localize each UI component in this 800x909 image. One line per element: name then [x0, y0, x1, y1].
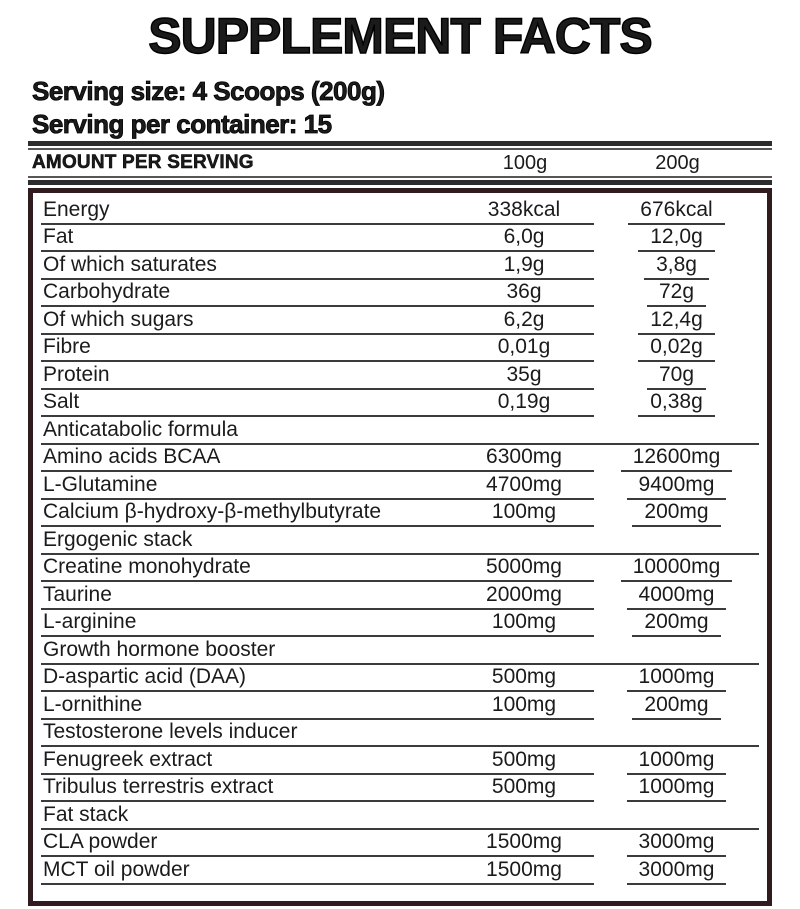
nutrient-row — [41, 445, 759, 473]
thick-divider-top — [28, 141, 772, 150]
value-100g: 5000mg — [486, 555, 562, 578]
value-200g: 200mg — [632, 692, 720, 720]
value-100g: 1500mg — [486, 857, 562, 881]
nutrient-name: Protein — [43, 362, 110, 386]
value-200g-cell — [594, 280, 759, 308]
value-200g: 200mg — [632, 610, 720, 638]
nutrient-left-cell — [41, 362, 594, 390]
value-200g-cell — [594, 225, 759, 253]
value-200g-cell — [594, 747, 759, 775]
value-200g-cell — [594, 335, 759, 363]
nutrient-row — [41, 335, 759, 363]
nutrient-row — [41, 500, 759, 528]
value-200g: 12,0g — [638, 225, 715, 253]
nutrient-name: Salt — [43, 390, 80, 413]
value-200g: 70g — [647, 362, 706, 390]
value-200g: 3000mg — [627, 830, 727, 858]
section-row — [41, 637, 759, 665]
value-200g: 10000mg — [621, 555, 733, 583]
section-row — [41, 720, 759, 748]
section-row — [41, 802, 759, 830]
nutrient-name: Carbohydrate — [43, 280, 171, 303]
nutrient-row — [41, 197, 759, 225]
nutrient-name: Taurine — [43, 582, 112, 606]
value-100g: 2000mg — [486, 582, 562, 606]
nutrient-row — [41, 665, 759, 693]
value-200g: 3,8g — [644, 252, 709, 280]
nutrient-row — [41, 610, 759, 638]
value-200g-cell — [594, 692, 759, 720]
nutrient-row — [41, 555, 759, 583]
value-100g: 6300mg — [486, 445, 562, 468]
value-200g-cell — [594, 857, 759, 885]
nutrient-left-cell — [41, 307, 594, 335]
value-200g-cell — [594, 830, 759, 858]
nutrient-row — [41, 252, 759, 280]
nutrient-left-cell — [41, 830, 594, 858]
value-200g-cell — [594, 252, 759, 280]
serving-size-line: Serving size: 4 Scoops (200g) — [32, 76, 385, 106]
nutrient-row — [41, 830, 759, 858]
nutrient-left-cell — [41, 692, 594, 720]
value-100g: 500mg — [491, 747, 557, 771]
value-200g-cell — [594, 500, 759, 528]
nutrient-name: Fibre — [43, 335, 91, 358]
servings-per-container-line: Serving per container: 15 — [32, 109, 332, 139]
nutrient-row — [41, 747, 759, 775]
value-200g: 72g — [647, 280, 706, 308]
value-100g: 1,9g — [503, 252, 545, 276]
nutrient-name: Energy — [43, 197, 110, 221]
value-200g: 12600mg — [621, 445, 733, 473]
nutrient-row — [41, 362, 759, 390]
value-100g: 0,19g — [497, 390, 551, 413]
nutrient-left-cell — [41, 225, 594, 253]
column-header-200g: 200g — [655, 151, 700, 174]
value-100g: 4700mg — [486, 472, 562, 496]
nutrient-row — [41, 225, 759, 253]
value-200g: 0,38g — [638, 390, 715, 418]
value-200g: 4000mg — [627, 582, 727, 610]
nutrient-row — [41, 775, 759, 803]
page-title: SUPPLEMENT FACTS — [148, 8, 652, 64]
nutrient-name: L-ornithine — [43, 692, 143, 716]
table-body — [41, 197, 759, 885]
value-200g: 676kcal — [628, 197, 724, 225]
nutrient-name: MCT oil powder — [43, 857, 190, 881]
value-100g: 36g — [506, 280, 542, 303]
nutrient-row — [41, 472, 759, 500]
amount-header-row — [28, 150, 772, 176]
value-200g-cell — [594, 610, 759, 638]
facts-table — [28, 188, 772, 906]
nutrient-name: Creatine monohydrate — [43, 555, 251, 578]
nutrient-left-cell — [41, 252, 594, 280]
value-100g: 0,01g — [497, 335, 551, 358]
thick-divider-bottom — [28, 176, 772, 185]
value-200g-cell — [594, 390, 759, 418]
nutrient-name: Tribulus terrestris extract — [43, 775, 274, 798]
nutrient-row — [41, 857, 759, 885]
nutrient-left-cell — [41, 500, 594, 528]
value-200g-cell — [594, 197, 759, 225]
nutrient-row — [41, 307, 759, 335]
nutrient-name: Of which sugars — [43, 307, 194, 331]
nutrient-left-cell — [41, 610, 594, 638]
value-100g: 1500mg — [486, 830, 562, 853]
value-200g-cell — [594, 775, 759, 803]
nutrient-name: L-Glutamine — [43, 472, 158, 496]
nutrient-name: D-aspartic acid (DAA) — [43, 665, 247, 688]
nutrient-left-cell — [41, 197, 594, 225]
nutrient-name: Of which saturates — [43, 252, 217, 276]
value-200g: 0,02g — [638, 335, 715, 363]
nutrient-left-cell — [41, 857, 594, 885]
value-200g: 12,4g — [638, 307, 715, 335]
nutrient-left-cell — [41, 472, 594, 500]
nutrient-row — [41, 280, 759, 308]
nutrient-left-cell — [41, 445, 594, 473]
value-200g: 1000mg — [627, 747, 727, 775]
nutrient-name: Amino acids BCAA — [43, 445, 221, 468]
nutrient-left-cell — [41, 665, 594, 693]
value-200g: 1000mg — [627, 775, 727, 803]
nutrient-left-cell — [41, 775, 594, 803]
nutrient-row — [41, 390, 759, 418]
nutrient-left-cell — [41, 747, 594, 775]
nutrient-name: Calcium β-hydroxy-β-methylbutyrate — [43, 500, 382, 523]
value-100g: 500mg — [491, 775, 557, 798]
section-title: Fat stack — [43, 802, 129, 826]
nutrient-row — [41, 582, 759, 610]
value-100g: 500mg — [491, 665, 557, 688]
section-title: Testosterone levels inducer — [43, 720, 298, 743]
section-title: Growth hormone booster — [43, 637, 276, 661]
column-header-100g: 100g — [502, 151, 548, 174]
nutrient-left-cell — [41, 335, 594, 363]
nutrient-left-cell — [41, 280, 594, 308]
value-100g: 100mg — [491, 610, 557, 633]
nutrient-left-cell — [41, 390, 594, 418]
value-100g: 6,2g — [503, 307, 545, 331]
value-200g-cell — [594, 472, 759, 500]
amount-per-serving-label: AMOUNT PER SERVING — [32, 152, 254, 173]
nutrient-row — [41, 692, 759, 720]
value-100g: 100mg — [491, 692, 557, 716]
section-row — [41, 527, 759, 555]
nutrient-name: Fenugreek extract — [43, 747, 213, 771]
nutrient-left-cell — [41, 582, 594, 610]
value-200g: 200mg — [632, 500, 720, 528]
section-title: Ergogenic stack — [43, 527, 193, 551]
value-100g: 338kcal — [487, 197, 561, 221]
value-100g: 6,0g — [503, 225, 545, 248]
value-100g: 35g — [506, 362, 542, 386]
value-200g-cell — [594, 665, 759, 693]
nutrient-name: Fat — [43, 225, 74, 248]
section-title: Anticatabolic formula — [43, 417, 238, 441]
value-200g-cell — [594, 307, 759, 335]
value-200g: 1000mg — [627, 665, 727, 693]
section-row — [41, 417, 759, 445]
value-200g-cell — [594, 362, 759, 390]
nutrient-name: CLA powder — [43, 830, 158, 853]
value-200g-cell — [594, 555, 759, 583]
value-200g-cell — [594, 582, 759, 610]
value-200g: 3000mg — [627, 857, 727, 885]
value-200g: 9400mg — [627, 472, 727, 500]
value-200g-cell — [594, 445, 759, 473]
value-100g: 100mg — [491, 500, 557, 523]
nutrient-left-cell — [41, 555, 594, 583]
nutrient-name: L-arginine — [43, 610, 137, 633]
